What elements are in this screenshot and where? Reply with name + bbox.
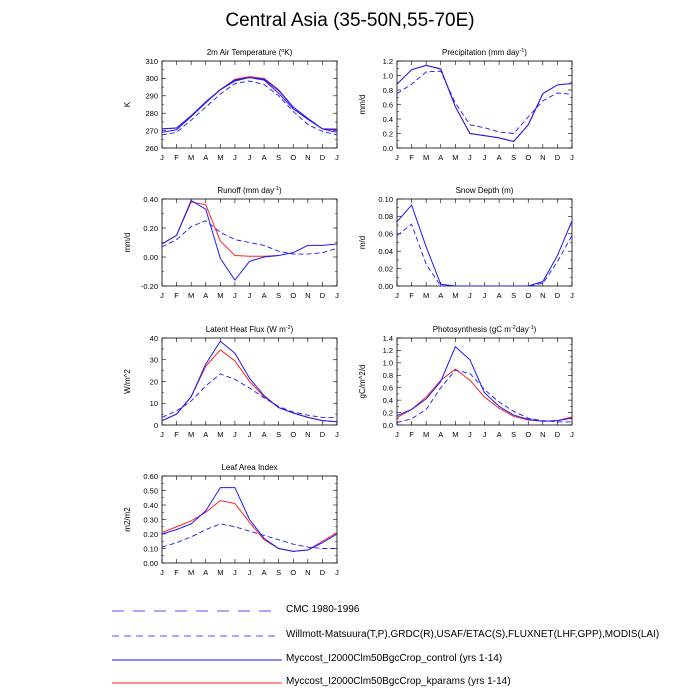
legend-label: Myccost_I2000Clm50BgcCrop_control (yrs 1-14)	[286, 653, 503, 664]
chart-title: Photosynthesis (gC $m^{-2}day^{-1}$)	[432, 325, 537, 334]
y-tick-label: 290	[145, 91, 158, 101]
x-tick-label: M	[452, 430, 459, 439]
x-tick-label: D	[319, 568, 326, 577]
y-tick-label: 40	[149, 333, 158, 343]
chart-title: Leaf Area Index	[221, 463, 278, 472]
y-axis-label: W/m^2	[123, 369, 132, 394]
x-tick-label: J	[570, 153, 574, 162]
y-tick-label: 310	[145, 56, 158, 66]
series-line-0	[397, 65, 572, 141]
y-axis-label: mm/d	[358, 94, 367, 115]
y-tick-label: 1.2	[382, 346, 393, 356]
plot-frame	[162, 199, 337, 286]
x-tick-label: A	[261, 291, 267, 300]
series-line-1	[162, 200, 337, 280]
x-tick-label: A	[261, 153, 267, 162]
x-tick-label: S	[276, 291, 282, 300]
y-axis-label: K	[123, 101, 132, 108]
x-tick-label: J	[468, 291, 472, 300]
y-tick-label: 0.00	[143, 252, 158, 262]
y-tick-label: 0.50	[143, 486, 158, 496]
x-tick-label: N	[540, 430, 546, 439]
series-line-2	[162, 374, 337, 418]
x-tick-label: N	[305, 291, 311, 300]
x-tick-label: M	[452, 291, 459, 300]
legend-line-long-dash	[112, 604, 284, 618]
x-tick-label: J	[335, 153, 339, 162]
x-tick-label: J	[468, 153, 472, 162]
x-tick-label: F	[174, 568, 179, 577]
x-tick-label: D	[554, 153, 561, 162]
chart-panel-6	[123, 463, 339, 577]
x-tick-label: A	[438, 153, 444, 162]
series-line-0	[397, 369, 572, 421]
x-tick-label: J	[482, 430, 487, 439]
x-tick-label: M	[423, 291, 430, 300]
x-tick-label: A	[203, 568, 209, 577]
x-tick-label: D	[319, 153, 326, 162]
page-title: Central Asia (35-50N,55-70E)	[225, 10, 475, 31]
y-tick-label: 20	[149, 377, 158, 387]
x-tick-label: J	[395, 291, 399, 300]
x-tick-label: M	[217, 291, 224, 300]
y-tick-label: 1.2	[382, 56, 393, 66]
legend-line-solid-blue	[112, 653, 284, 667]
x-tick-label: J	[395, 153, 399, 162]
series-line-2	[162, 524, 337, 549]
y-tick-label: 280	[145, 109, 158, 118]
x-tick-label: J	[233, 291, 237, 300]
x-tick-label: O	[290, 153, 297, 162]
x-tick-label: J	[160, 430, 164, 439]
x-tick-label: M	[188, 430, 195, 439]
y-tick-label: 0.0	[382, 143, 393, 153]
y-tick-label: 0.40	[143, 194, 158, 204]
x-tick-label: M	[423, 430, 430, 439]
legend-label: Willmott-Matsuura(T,P),GRDC(R),USAF/ETAC(S),FLUXNET(LHF,GPP),MODIS(LAI)	[286, 629, 660, 640]
y-tick-label: 0.10	[143, 544, 158, 554]
x-tick-label: O	[525, 291, 532, 300]
x-tick-label: M	[188, 291, 195, 300]
series-line-2	[397, 71, 572, 133]
y-tick-label: 0.20	[143, 529, 158, 539]
chart-panel-2	[123, 186, 339, 300]
x-tick-label: A	[203, 430, 209, 439]
x-tick-label: F	[174, 153, 179, 162]
plot-frame	[397, 199, 572, 286]
chart-title: Snow Depth (m)	[455, 186, 514, 195]
y-tick-label: 0.0	[382, 420, 393, 430]
x-tick-label: A	[438, 291, 444, 300]
x-tick-label: N	[305, 430, 311, 439]
x-tick-label: S	[511, 430, 517, 439]
x-tick-label: J	[482, 153, 487, 162]
chart-title: 2m Air Temperature ($^o$K)	[206, 48, 293, 57]
series-line-1	[162, 488, 337, 552]
x-tick-label: N	[305, 568, 311, 577]
x-tick-label: J	[335, 568, 339, 577]
x-tick-label: A	[438, 430, 444, 439]
y-tick-label: 0.40	[143, 500, 158, 510]
y-tick-label: 0.30	[143, 515, 158, 525]
series-line-0	[162, 350, 337, 422]
y-tick-label: 0.06	[378, 229, 393, 239]
y-tick-label: -0.20	[140, 281, 158, 291]
x-tick-label: F	[409, 291, 414, 300]
x-tick-label: J	[247, 153, 252, 162]
y-tick-label: 0.00	[378, 281, 393, 291]
y-axis-label: m/d	[358, 235, 367, 250]
legend-line-dash	[112, 629, 284, 643]
x-tick-label: M	[217, 153, 224, 162]
y-tick-label: 0.10	[378, 194, 393, 204]
x-tick-label: S	[511, 291, 517, 300]
y-tick-label: 270	[145, 126, 158, 136]
y-tick-label: 1.0	[382, 71, 393, 81]
x-tick-label: M	[217, 430, 224, 439]
series-line-1	[397, 65, 572, 141]
y-tick-label: 0	[153, 420, 158, 430]
x-tick-label: A	[496, 430, 502, 439]
chart-panel-4	[123, 325, 339, 439]
series-line-0	[162, 501, 337, 552]
chart-panel-3	[358, 186, 574, 300]
series-line-1	[397, 347, 572, 422]
y-tick-label: 0.20	[143, 223, 158, 233]
x-tick-label: A	[261, 430, 267, 439]
x-tick-label: D	[319, 430, 326, 439]
y-tick-label: 0.2	[382, 408, 393, 418]
chart-panel-0	[123, 48, 339, 162]
x-tick-label: O	[290, 291, 297, 300]
y-tick-label: 260	[145, 143, 158, 153]
x-tick-label: J	[160, 153, 164, 162]
y-tick-label: 10	[149, 399, 158, 409]
x-tick-label: M	[217, 568, 224, 577]
x-tick-label: A	[496, 291, 502, 300]
y-tick-label: 300	[145, 74, 158, 84]
x-tick-label: F	[409, 430, 414, 439]
x-tick-label: S	[511, 153, 517, 162]
x-tick-label: J	[570, 430, 574, 439]
x-tick-label: F	[174, 291, 179, 300]
x-tick-label: O	[525, 153, 532, 162]
y-tick-label: 0.04	[378, 247, 393, 256]
x-tick-label: J	[468, 430, 472, 439]
legend-label: CMC 1980-1996	[286, 604, 360, 615]
x-tick-label: S	[276, 153, 282, 162]
plot-frame	[162, 61, 337, 148]
series-line-3	[162, 81, 337, 135]
x-tick-label: J	[247, 430, 252, 439]
series-line-2	[162, 78, 337, 130]
plot-frame	[397, 338, 572, 425]
x-tick-label: A	[261, 568, 267, 577]
x-tick-label: J	[570, 291, 574, 300]
x-tick-label: J	[247, 291, 252, 300]
x-tick-label: S	[276, 568, 282, 577]
chart-title: Precipitation (mm day$^{-1}$)	[442, 48, 527, 57]
x-tick-label: F	[174, 430, 179, 439]
x-tick-label: J	[247, 568, 252, 577]
chart-title: Latent Heat Flux (W $m^{-2}$)	[205, 325, 294, 334]
y-tick-label: 0.6	[382, 100, 393, 110]
x-tick-label: J	[335, 291, 339, 300]
x-tick-label: O	[525, 430, 532, 439]
chart-title: Runoff (mm day$^{-1}$)	[217, 186, 282, 195]
chart-panel-5	[358, 325, 574, 439]
x-tick-label: A	[203, 153, 209, 162]
x-tick-label: J	[335, 430, 339, 439]
legend-label: Myccost_I2000Clm50BgcCrop_kparams (yrs 1-14)	[286, 676, 511, 687]
y-axis-label: mm/d	[123, 232, 132, 253]
x-tick-label: J	[233, 568, 237, 577]
legend-line-solid-red	[112, 676, 284, 690]
x-tick-label: D	[554, 430, 561, 439]
y-tick-label: 30	[149, 355, 158, 365]
x-tick-label: M	[188, 153, 195, 162]
y-tick-label: 0.8	[382, 85, 393, 95]
x-tick-label: A	[203, 291, 209, 300]
y-tick-label: 0.8	[382, 371, 393, 381]
x-tick-label: J	[395, 430, 399, 439]
x-tick-label: F	[409, 153, 414, 162]
x-tick-label: M	[452, 153, 459, 162]
x-tick-label: J	[160, 291, 164, 300]
y-tick-label: 1.0	[382, 358, 393, 368]
x-tick-label: O	[290, 430, 297, 439]
x-tick-label: M	[423, 153, 430, 162]
series-line-2	[162, 221, 337, 254]
x-tick-label: J	[482, 291, 487, 300]
y-tick-label: 0.4	[382, 395, 393, 405]
y-tick-label: 0.60	[143, 471, 158, 481]
y-tick-label: 0.02	[378, 264, 393, 274]
y-tick-label: 0.00	[143, 558, 158, 568]
x-tick-label: N	[305, 153, 311, 162]
y-tick-label: 0.2	[382, 129, 393, 139]
y-tick-label: 0.4	[382, 114, 393, 124]
x-tick-label: D	[319, 291, 326, 300]
y-tick-label: 0.6	[382, 383, 393, 393]
x-tick-label: O	[290, 568, 297, 577]
x-tick-label: N	[540, 291, 546, 300]
series-line-0	[397, 205, 572, 286]
x-tick-label: A	[496, 153, 502, 162]
x-tick-label: J	[233, 153, 237, 162]
x-tick-label: N	[540, 153, 546, 162]
series-line-0	[162, 78, 337, 133]
y-tick-label: 1.4	[382, 333, 393, 343]
y-tick-label: 0.08	[378, 212, 393, 222]
chart-panel-1	[358, 48, 574, 162]
y-axis-label: m2/m2	[123, 507, 132, 532]
x-tick-label: J	[233, 430, 237, 439]
y-axis-label: gC/m^2/d	[358, 364, 367, 399]
x-tick-label: D	[554, 291, 561, 300]
x-tick-label: M	[188, 568, 195, 577]
x-tick-label: S	[276, 430, 282, 439]
x-tick-label: J	[160, 568, 164, 577]
